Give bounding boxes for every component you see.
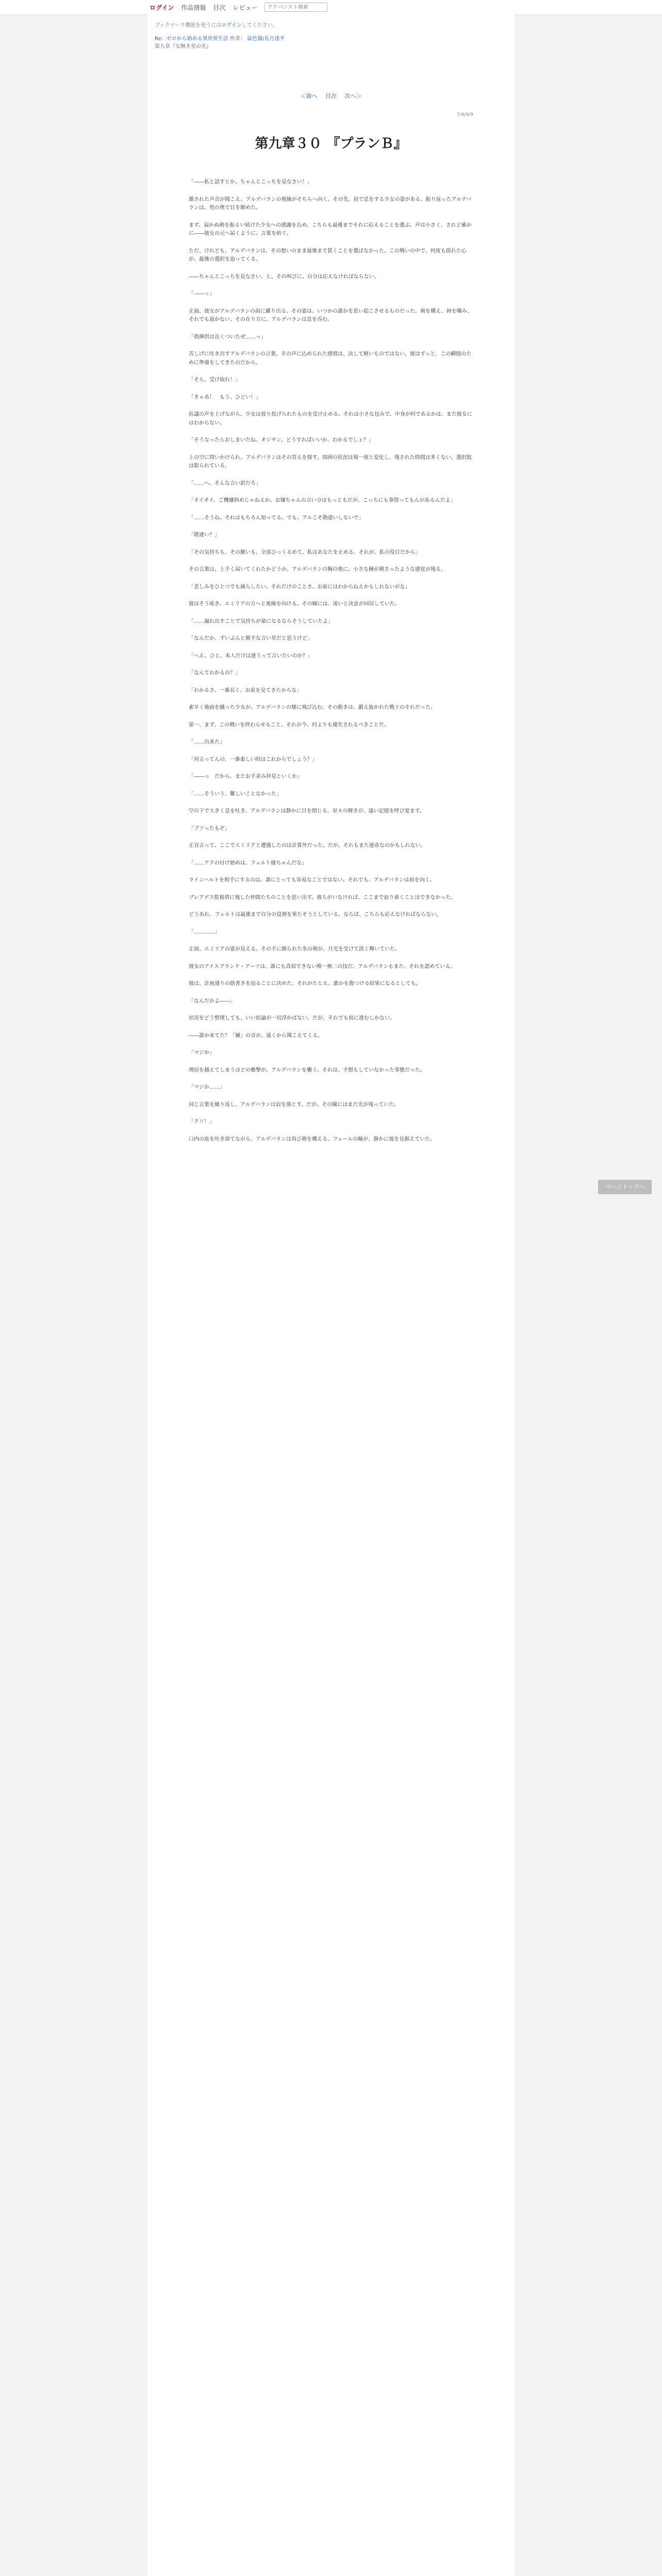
paragraph: 「……へ、そんな言い訳だろ」 bbox=[189, 480, 261, 486]
paragraph: ただ、けれども、アルデバランは、その想いのまま最後まで貫くことを選ばなかった。この戦いの中で、何度も揺れた心が、最後の選択を迫ってくる。 bbox=[189, 248, 467, 262]
paragraph: 「その気持ちも、その願いも、全部ひっくるめて、私はあなたを止める。それが、私の役目だから」 bbox=[189, 549, 421, 555]
author-label: 作者： bbox=[229, 36, 245, 42]
nav-toc[interactable]: 目次 bbox=[213, 4, 226, 11]
paragraph: 「わかるさ、一番長く、お前を見てきたからな」 bbox=[189, 687, 302, 693]
author-link[interactable]: 鼠色猫/長月達平 bbox=[247, 36, 285, 42]
prev-chapter-link[interactable]: ＜前へ bbox=[300, 93, 318, 99]
paragraph: 「ブツったもぞ」 bbox=[189, 825, 230, 832]
paragraph: 正面、彼女がアルデバランの前に躍り出る。その姿は、いつかの誰かを思い起こさせるものだった。剣を構え、唇を噛み、それでも退かない。その在り方に、アルデバランは息を呑む。 bbox=[189, 308, 473, 323]
paragraph: 彼女のアイスブランド・アーツは、誰にも真似できない唯一無二の技だ。アルデバランもまた、それを認めている。 bbox=[189, 963, 456, 970]
paragraph: 「…………」 bbox=[189, 929, 220, 935]
toc-link[interactable]: 目次 bbox=[325, 93, 337, 99]
paragraph: 彼はそう呟き、エミリアの方へと視線を向ける。その瞳には、迷いと決意が同居していた。 bbox=[189, 601, 400, 607]
paragraph: 「そら、受け取れ！」 bbox=[189, 377, 240, 383]
paragraph: ラインハルトを相手にするのは、誰にとっても容易なことではない。それでも、アルデバランは前を向く。 bbox=[189, 877, 435, 883]
paragraph: 空の下で大きく息を吐き、アルデバランは静かに目を閉じる。星々の輝きが、遠い記憶を呼び覚ます。 bbox=[189, 808, 425, 814]
paragraph: 「マジか」 bbox=[189, 1050, 214, 1056]
paragraph: 「悲しみをひとつでも減らしたい、それだけのことさ。お前にはわからねえかもしれないがな」 bbox=[189, 584, 410, 590]
paragraph: 抗議の声を上げながら、少女は放り投げられたものを受け止める。それは小さな包みで、中身が何であるかは、まだ彼女にはわからない。 bbox=[189, 412, 472, 426]
paragraph: 口内の血を吐き捨てながら、アルデバランは再び剣を構える。フェールの瞳が、静かに彼を見据えていた。 bbox=[189, 1136, 436, 1142]
paragraph: 「マジか……」 bbox=[189, 1084, 225, 1090]
paragraph: 正面、エミリアの姿が見える。その手に握られた氷の剣が、月光を受けて淡く輝いていた。 bbox=[189, 946, 400, 952]
next-chapter-link[interactable]: 次へ＞ bbox=[344, 93, 362, 99]
paragraph: 上の空に問いかけられ、アルデバランはその答えを探す。周囲の状況は刻一刻と変化し、残された時間は多くない。選択肢は限られている。 bbox=[189, 454, 472, 469]
page-number: 7/9/9/9 bbox=[456, 112, 473, 117]
paragraph: 素早く地面を蹴った少女が、アルデバランの懐に飛び込む。その動きは、鍛え抜かれた戦士のそれだった。 bbox=[189, 705, 436, 710]
nav-work-info[interactable]: 作品情報 bbox=[181, 4, 206, 11]
nav-review[interactable]: レビュー bbox=[233, 4, 258, 11]
novel-body bbox=[189, 178, 473, 1153]
paragraph: 激された声音が聞こえ、アルデバランの視線がそちらへ向く。その先、肩で息をする少女の姿がある。振り返ったアルデバランは、兜の奥で目を細めた。 bbox=[189, 196, 472, 211]
paragraph: 状況をどう整理しても、いい結論が一切浮かばない。だが、それでも前に進むしかない。 bbox=[189, 1015, 395, 1021]
top-navigation-bar bbox=[0, 0, 662, 15]
chapter-pager bbox=[147, 92, 515, 100]
page-top-button[interactable]: ページトップへ bbox=[598, 1180, 652, 1194]
paragraph: 「何言ってんの、一番楽しい時はこれからでしょう？」 bbox=[189, 756, 318, 762]
bookmark-notice bbox=[155, 21, 278, 28]
paragraph: ――ちゃんとこっちを見なさい、と。その叫びに、自分は応えなければならない。 bbox=[189, 274, 379, 280]
paragraph: 同じ言葉を繰り返し、アルデバランは肩を落とす。だが、その瞳にはまだ光が残っていた。 bbox=[189, 1101, 400, 1108]
paragraph: 「……そういう、難しいことなかった」 bbox=[189, 791, 282, 797]
paragraph: 苦しげに吐き出すアルデバランの言葉。その声に込められた感情は、決して軽いものではない。彼はずっと、この瞬間のために準備をしてきたのだから。 bbox=[189, 351, 472, 366]
paragraph: 「オイオイ、ご機嫌斜めじゃねえか。お嬢ちゃんの言い分はもっともだが、こっちにも事情ってもんがあるんだよ」 bbox=[189, 498, 456, 503]
novel-page bbox=[147, 14, 515, 2576]
notice-login-link[interactable]: ログイン bbox=[221, 23, 242, 28]
paragraph: 正直言って、ここでエミリアと遭遇したのは計算外だった。だが、それもまた運命なのかもしれない。 bbox=[189, 843, 426, 849]
paragraph: 「……漏れ出すことで気持ちが楽になるならそうしていたよ」 bbox=[189, 618, 333, 624]
paragraph: どうあれ、フェルトは最後まで自分の役割を果たそうとしている。ならば、こちらも応えなければならない。 bbox=[189, 912, 442, 918]
paragraph: 「勘違い？」 bbox=[189, 532, 220, 538]
paragraph: 「なんてわかるの？」 bbox=[189, 670, 240, 676]
advanced-search-input[interactable] bbox=[264, 3, 327, 12]
paragraph: 「なんだかよ――」 bbox=[189, 998, 235, 1004]
login-link[interactable]: ログイン bbox=[150, 4, 174, 11]
work-title-link[interactable]: Re：ゼロから始める異世界生活 bbox=[155, 36, 228, 42]
paragraph: 彼は、計画通りの筋書きを辿ることに決めた。それがたとえ、誰かを傷つける結果になるとしても。 bbox=[189, 981, 421, 987]
work-meta bbox=[155, 35, 285, 50]
paragraph: まず、届かぬ剣を振るい続けた少女への感謝を込め、こちらも最後までそれに応えることを選ぶ。声は小さく、されど確かに――彼女の元へ届くように、言葉を紡ぐ。 bbox=[189, 222, 472, 236]
paragraph: 「へえ、ひと、本人だけは違うって言いたいのか？」 bbox=[189, 653, 313, 659]
paragraph: 「――っ」 bbox=[189, 291, 214, 297]
paragraph: 「――私と話すとか、ちゃんとこっちを見なさい！」 bbox=[189, 179, 312, 185]
paragraph: ――誰か来てた？「鐘」の音が、遠くから聞こえてくる。 bbox=[189, 1032, 323, 1039]
paragraph: 「……アクの付け始めは、フェルト様ちゃんだな」 bbox=[189, 860, 307, 866]
paragraph: 「なんだか、ずいぶんと勝手な言い草だと思うけど」 bbox=[189, 636, 312, 641]
paragraph: 「……そうね、それはもちろん知ってる。でも、アルこそ勘違いしないで」 bbox=[189, 515, 364, 521]
chapter-reference: 第九章『な無き星の光』 bbox=[155, 44, 211, 49]
notice-text: ブックマーク機能を使うには bbox=[155, 23, 222, 28]
paragraph: 「きゃあ！ もう、ひどい！」 bbox=[189, 394, 261, 400]
paragraph: 「そうなったらおしまいだね、オジサン。どうすればいいか、わかるでしょ？」 bbox=[189, 437, 374, 443]
paragraph: 「クソ！」 bbox=[189, 1119, 214, 1125]
paragraph: 理屈を越えてしまうほどの衝撃が、アルデバランを襲う。それは、予想もしていなかった事態だった。 bbox=[189, 1067, 425, 1073]
paragraph: 「――っ だから、またお手並み拝見といくか」 bbox=[189, 774, 302, 779]
chapter-title: 第九章３０ 『プランＢ』 bbox=[255, 136, 407, 151]
notice-text-end: してください。 bbox=[241, 23, 278, 28]
paragraph: 第一、まず、この戦いを終わらせること。それが今、何よりも優先されるべきことだ。 bbox=[189, 722, 389, 728]
paragraph: プレアデス監視塔に残した仲間たちのことを思い出す。彼らがいなければ、ここまで辿り着くことはできなかった。 bbox=[189, 894, 456, 901]
paragraph: その言葉は、上手く届いてくれたかどうか。アルデバランの胸の奥に、小さな棘が刺さったような感覚が残る。 bbox=[189, 567, 446, 572]
paragraph: 「指揮供は長くついたぜ……っ」 bbox=[189, 334, 266, 340]
paragraph: 「……出来た」 bbox=[189, 739, 225, 745]
